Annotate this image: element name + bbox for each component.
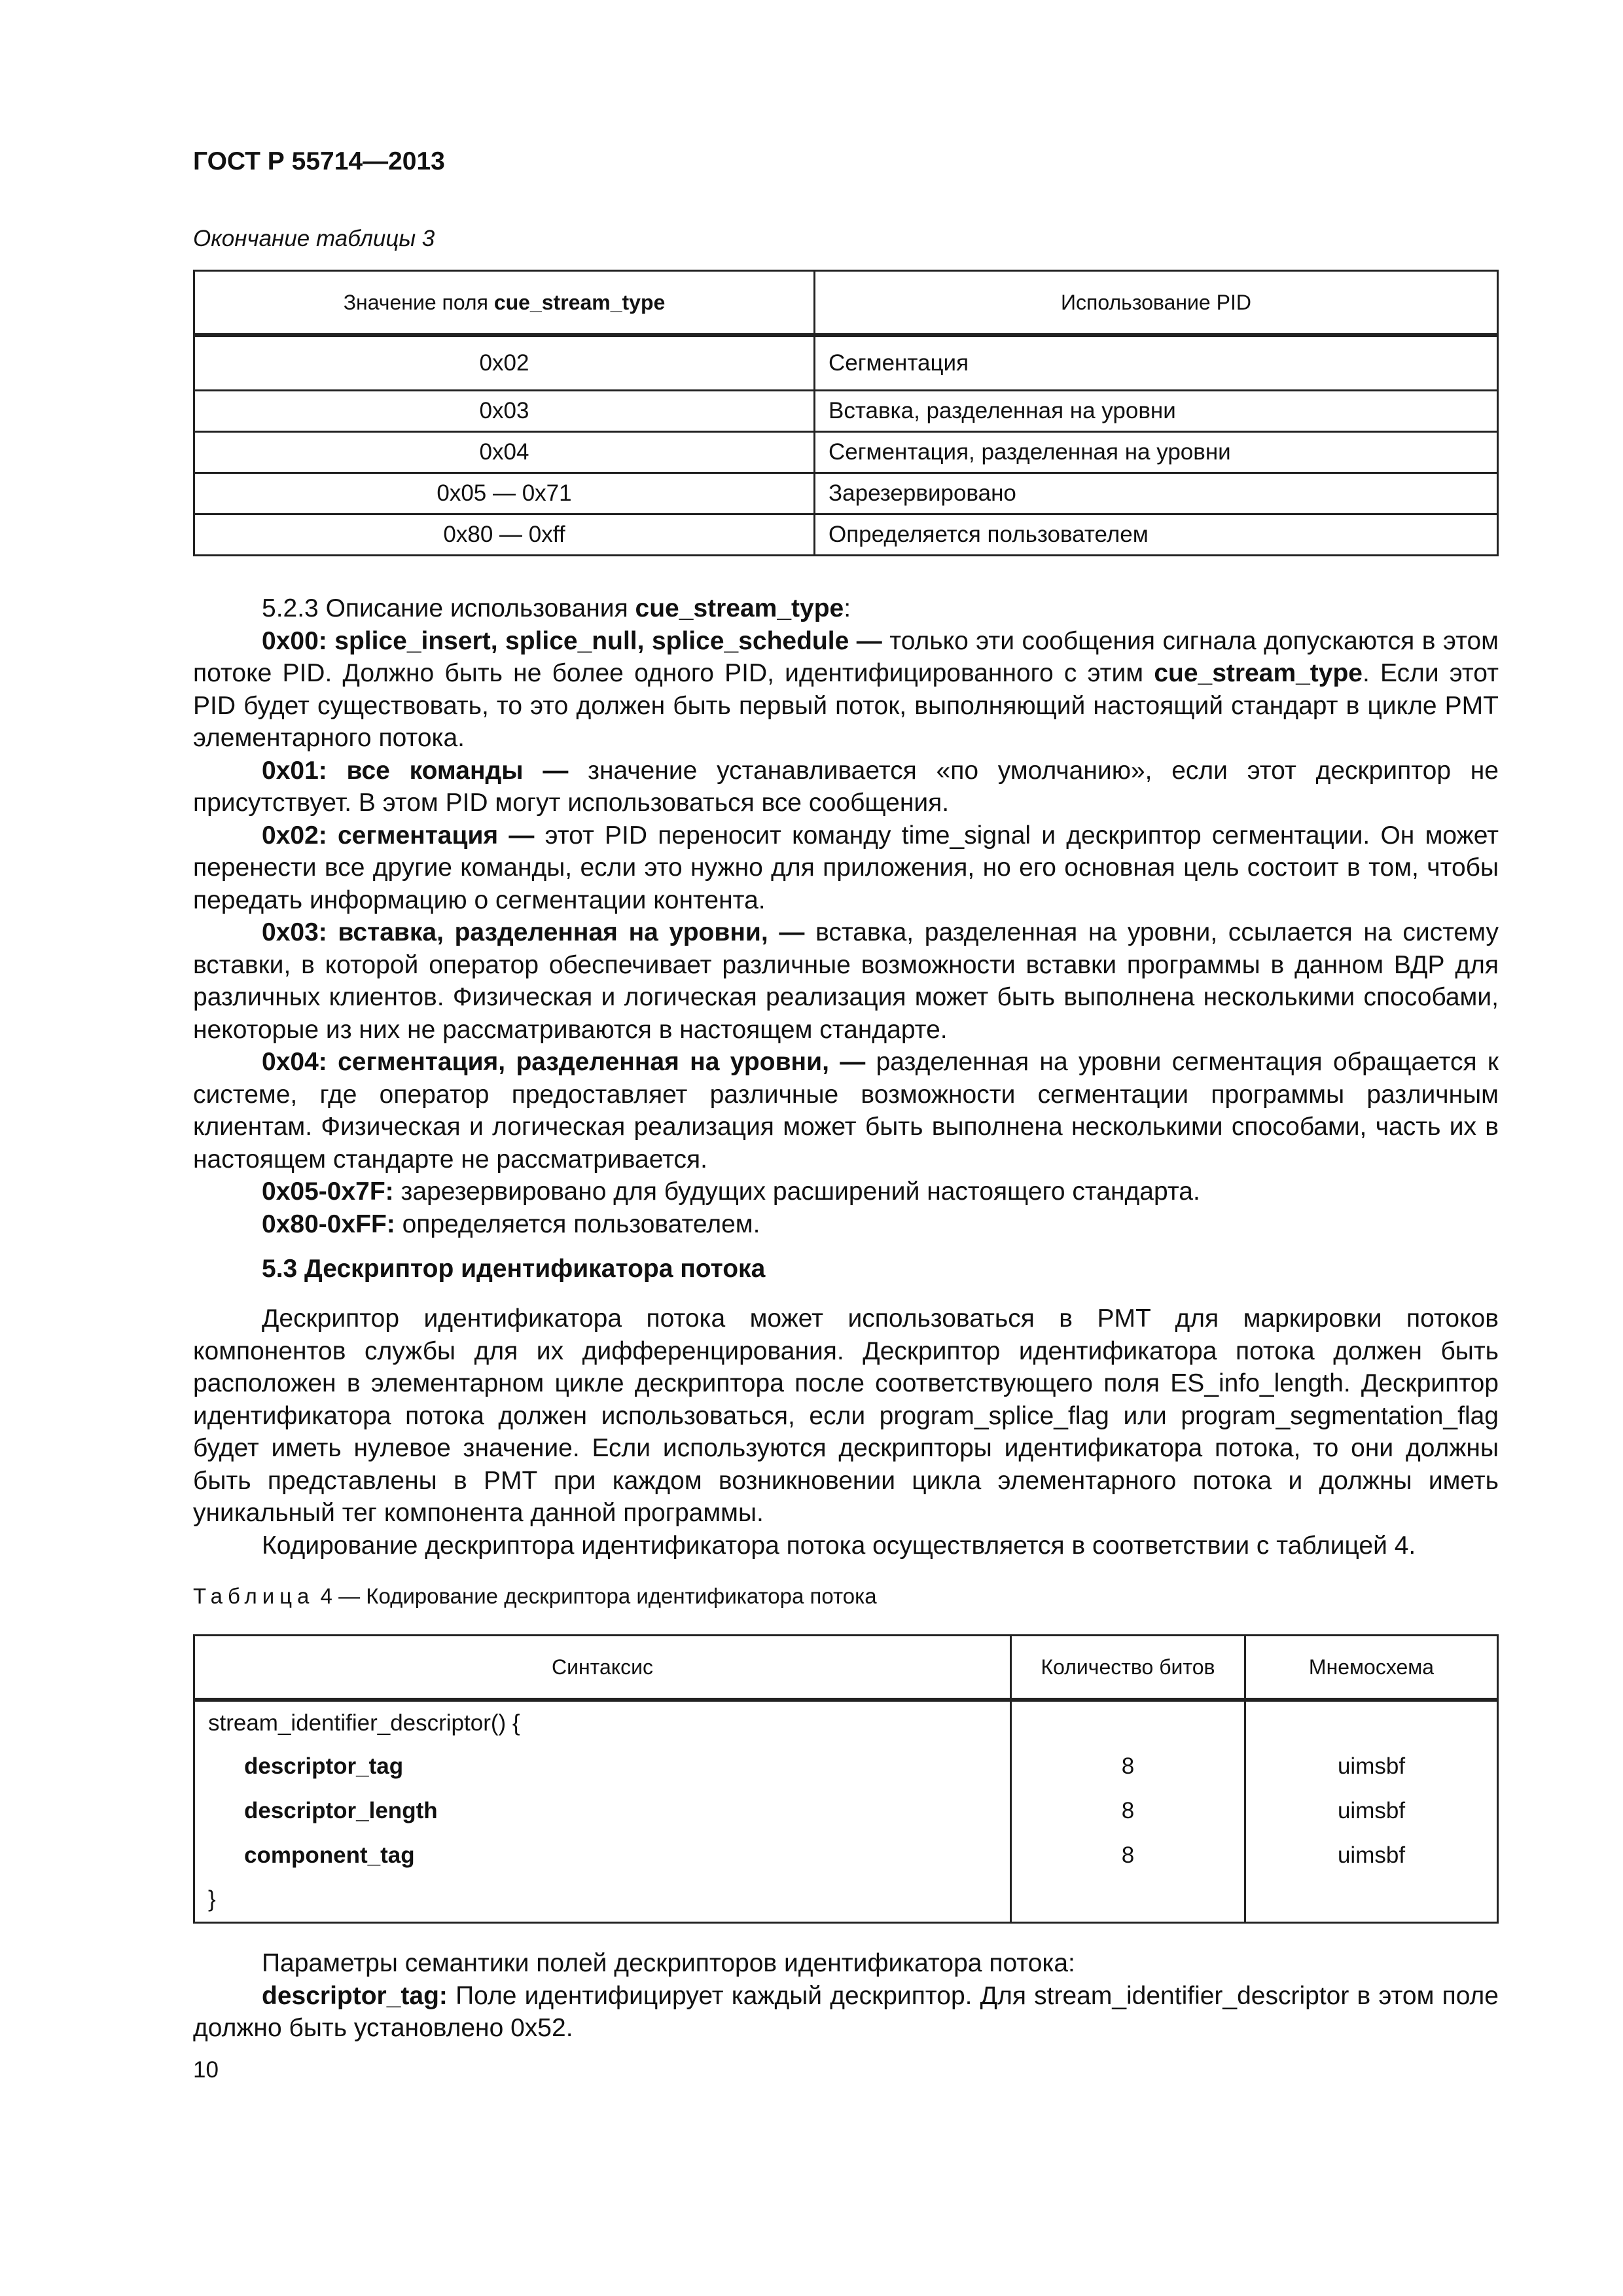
table-cell-value: 0x80 — 0xff (194, 514, 815, 556)
table-header-row (194, 271, 1498, 336)
mnemonic-cell: uimsbf (1245, 1789, 1498, 1833)
document-id: ГОСТ Р 55714—2013 (193, 147, 445, 175)
table-row (194, 432, 1498, 473)
paragraph-0x00: 0x00: splice_insert, splice_null, splice_schedule — только эти сообщения сигнала допускаются в этом потоке PID. Должно быть не более одного PID, идентифицированного с этим cue_stream_type. Если этот PID будет существовать, то это должен быть первый поток, выполняющий настоящий стандарт в цикле PMT элементарного потока. (193, 626, 1499, 752)
table-4 (193, 1634, 1499, 1924)
semantics-intro: Параметры семантики полей дескрипторов идентификатора потока: (262, 1949, 1075, 1977)
table-row (194, 1833, 1498, 1878)
table-row (194, 1744, 1498, 1789)
table-cell-usage: Вставка, разделенная на уровни (815, 391, 1498, 432)
semantics-descriptor-tag: descriptor_tag: Поле идентифицирует каждый дескриптор. Для stream_identifier_descriptor в этом поле должно быть установлено 0x52. (193, 1981, 1499, 2042)
table-cell-value: 0x04 (194, 432, 815, 473)
table3-header-value: Значение поля cue_stream_type (194, 271, 815, 336)
section-523 (193, 592, 1499, 1240)
paragraph-0x02: 0x02: сегментация — этот PID переносит команду time_signal и дескриптор сегментации. Он может перенести все другие команды, если это нужно для приложения, но его основная цель состоит в том, чтобы передать информацию о сегментации контента. (193, 821, 1499, 914)
table4-caption: Таблица 4 — Кодирование дескриптора идентификатора потока (193, 1584, 877, 1608)
bits-cell: 8 (1011, 1744, 1245, 1789)
table-cell-usage: Определяется пользователем (815, 514, 1498, 556)
paragraph-0x04: 0x04: сегментация, разделенная на уровни, — разделенная на уровни сегментация обращается к системе, где оператор предоставляет различные возможности сегментации программы различным клиентам. Физическая и логическая реализация может быть выполнена несколькими способами, часть их в настоящем стандарте не рассматривается. (193, 1048, 1499, 1174)
table-cell-usage: Сегментация (815, 335, 1498, 391)
syntax-open: stream_identifier_descriptor() { (194, 1700, 1011, 1744)
syntax-field: descriptor_tag (194, 1744, 1011, 1789)
syntax-field: descriptor_length (194, 1789, 1011, 1833)
bits-cell: 8 (1011, 1789, 1245, 1833)
section-53-paragraph: Кодирование дескриптора идентификатора потока осуществляется в соответствии с таблицей 4. (262, 1531, 1416, 1560)
table3-header-usage: Использование PID (815, 271, 1498, 336)
syntax-field: component_tag (194, 1833, 1011, 1878)
section-53-title: 5.3 Дескриптор идентификатора потока (262, 1255, 766, 1283)
table-row (194, 391, 1498, 432)
table-row (194, 1700, 1498, 1744)
bits-cell: 8 (1011, 1833, 1245, 1878)
mnemonic-cell: uimsbf (1245, 1744, 1498, 1789)
section-523-intro: 5.2.3 Описание использования cue_stream_type: (262, 594, 851, 622)
table4-header-bits: Количество битов (1011, 1636, 1245, 1700)
table-cell-usage: Сегментация, разделенная на уровни (815, 432, 1498, 473)
table-cell-value: 0x05 — 0x71 (194, 473, 815, 514)
table4-header-mnemonic: Мнемосхема (1245, 1636, 1498, 1700)
table-3 (193, 270, 1499, 556)
table-row (194, 473, 1498, 514)
paragraph-0x80: 0x80-0xFF: определяется пользователем. (262, 1210, 760, 1238)
table-cell-usage: Зарезервировано (815, 473, 1498, 514)
table-row (194, 1789, 1498, 1833)
table-row (194, 1878, 1498, 1922)
table4-header-syntax: Синтаксис (194, 1636, 1011, 1700)
table-row (194, 514, 1498, 556)
syntax-close: } (194, 1878, 1011, 1922)
paragraph-0x03: 0x03: вставка, разделенная на уровни, — вставка, разделенная на уровни, ссылается на систему вставки, в которой оператор обеспечивает различные возможности вставки программы в данном ВДР для различных клиентов. Физическая и логическая реализация может быть выполнена несколькими способами, некоторые из них не рассматриваются в настоящем стандарте. (193, 918, 1499, 1044)
table-cell-value: 0x02 (194, 335, 815, 391)
section-53-paragraph: Дескриптор идентификатора потока может использоваться в PMT для маркировки потоков компонентов службы для их дифференцирования. Дескриптор идентификатора потока должен быть расположен в элементарном цикле дескриптора после соответствующего поля ES_info_length. Дескриптор идентификатора потока должен использоваться, если program_splice_flag или program_segmentation_flag будет иметь нулевое значение. Если используются дескрипторы идентификатора потока, то они должны быть представлены в PMT при каждом возникновении цикла элементарного потока и должны иметь уникальный тег компонента данной программы. (193, 1304, 1499, 1527)
page-number: 10 (193, 2057, 219, 2083)
section-53-body (193, 1302, 1499, 1562)
table-row (194, 335, 1498, 391)
table3-caption: Окончание таблицы 3 (193, 226, 435, 251)
table-header-row (194, 1636, 1498, 1700)
table-cell-value: 0x03 (194, 391, 815, 432)
paragraph-0x01: 0x01: все команды — значение устанавливается «по умолчанию», если этот дескриптор не присутствует. В этом PID могут использоваться все сообщения. (193, 756, 1499, 817)
mnemonic-cell: uimsbf (1245, 1833, 1498, 1878)
semantics-section (193, 1947, 1499, 2045)
paragraph-0x05: 0x05-0x7F: зарезервировано для будущих расширений настоящего стандарта. (262, 1177, 1200, 1206)
